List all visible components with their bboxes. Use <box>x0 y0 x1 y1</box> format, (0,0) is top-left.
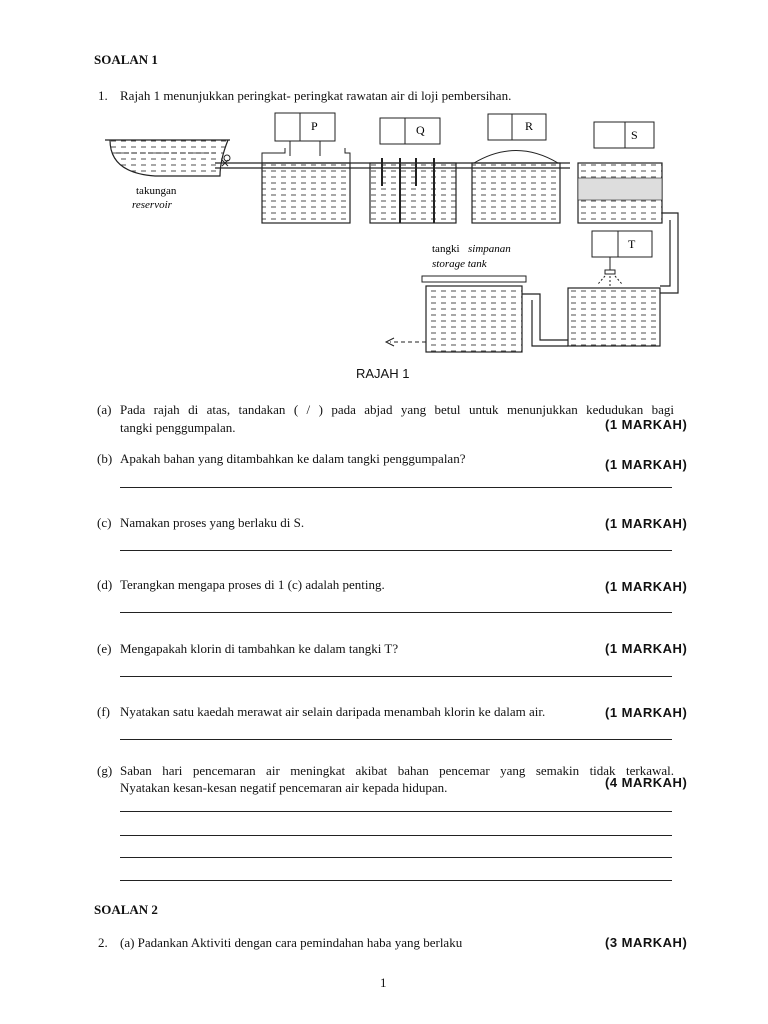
q-b-marks: (1 MARKAH) <box>605 457 688 472</box>
section-1-title: SOALAN 1 <box>94 52 158 67</box>
q-f-letter: (f) <box>97 704 110 719</box>
question-1-text: Rajah 1 menunjukkan peringkat- peringkat rawatan air di loji pembersihan. <box>120 88 512 103</box>
label-q: Q <box>416 123 425 137</box>
reservoir-label-en: reservoir <box>132 199 172 211</box>
label-s: S <box>631 128 638 142</box>
q-d-text: Terangkan mengapa proses di 1 (c) adalah penting. <box>120 577 385 592</box>
tank-s <box>578 122 678 293</box>
q-a-line1: Pada rajah di atas, tandakan ( / ) pada abjad yang betul untuk menunjukkan kedudukan bagi <box>120 402 674 417</box>
q-b-text: Apakah bahan yang ditambahkan ke dalam tangki penggumpalan? <box>120 451 466 466</box>
label-p: P <box>311 119 318 133</box>
answer-line[interactable] <box>120 811 672 812</box>
q-d-letter: (d) <box>97 577 113 592</box>
question-2-number: 2. <box>98 935 108 950</box>
q-c-letter: (c) <box>97 515 112 530</box>
q-g-marks: (4 MARKAH) <box>605 775 688 790</box>
diagram-caption: RAJAH 1 <box>356 366 410 381</box>
storage-label-a: tangki <box>432 243 460 255</box>
tank-p <box>262 113 350 223</box>
q-f-text: Nyatakan satu kaedah merawat air selain daripada menambah klorin ke dalam air. <box>120 704 546 719</box>
q-c-marks: (1 MARKAH) <box>605 516 688 531</box>
storage-tank <box>386 243 568 352</box>
label-r: R <box>525 119 534 133</box>
q-g-line2: Nyatakan kesan-kesan negatif pencemaran air kepada hidupan. <box>120 780 448 795</box>
answer-line[interactable] <box>120 487 672 488</box>
q-g-letter: (g) <box>97 763 113 778</box>
q-f-marks: (1 MARKAH) <box>605 705 688 720</box>
storage-label-b: simpanan <box>468 243 511 255</box>
q-c-text: Namakan proses yang berlaku di S. <box>120 515 305 530</box>
tank-r <box>472 114 560 223</box>
reservoir <box>105 140 230 211</box>
q-a-letter: (a) <box>97 402 112 417</box>
answer-line[interactable] <box>120 739 672 740</box>
answer-line[interactable] <box>120 835 672 836</box>
question-2-text: (a) Padankan Aktiviti dengan cara pemindahan haba yang berlaku <box>120 935 463 950</box>
q-a-marks: (1 MARKAH) <box>605 417 688 432</box>
question-1-number: 1. <box>98 88 108 103</box>
q-e-letter: (e) <box>97 641 112 656</box>
q-e-marks: (1 MARKAH) <box>605 641 688 656</box>
q-d-marks: (1 MARKAH) <box>605 579 688 594</box>
q-a-line2: tangki penggumpalan. <box>120 420 236 435</box>
question-2-marks: (3 MARKAH) <box>605 935 688 950</box>
section-2-title: SOALAN 2 <box>94 902 158 917</box>
tank-q <box>370 118 456 223</box>
label-t: T <box>628 237 636 251</box>
reservoir-label: takungan <box>136 185 177 197</box>
q-e-text: Mengapakah klorin di tambahkan ke dalam tangki T? <box>120 641 399 656</box>
answer-line[interactable] <box>120 550 672 551</box>
q-g-line1: Saban hari pencemaran air meningkat akibat bahan pencemar yang semakin tidak terkawal. <box>120 763 674 778</box>
storage-label-en: storage tank <box>432 258 487 270</box>
answer-line[interactable] <box>120 857 672 858</box>
answer-line[interactable] <box>120 880 672 881</box>
answer-line[interactable] <box>120 676 672 677</box>
answer-line[interactable] <box>120 612 672 613</box>
q-b-letter: (b) <box>97 451 113 466</box>
page-number: 1 <box>380 975 387 990</box>
water-treatment-diagram <box>100 108 700 358</box>
tank-t <box>568 231 660 346</box>
